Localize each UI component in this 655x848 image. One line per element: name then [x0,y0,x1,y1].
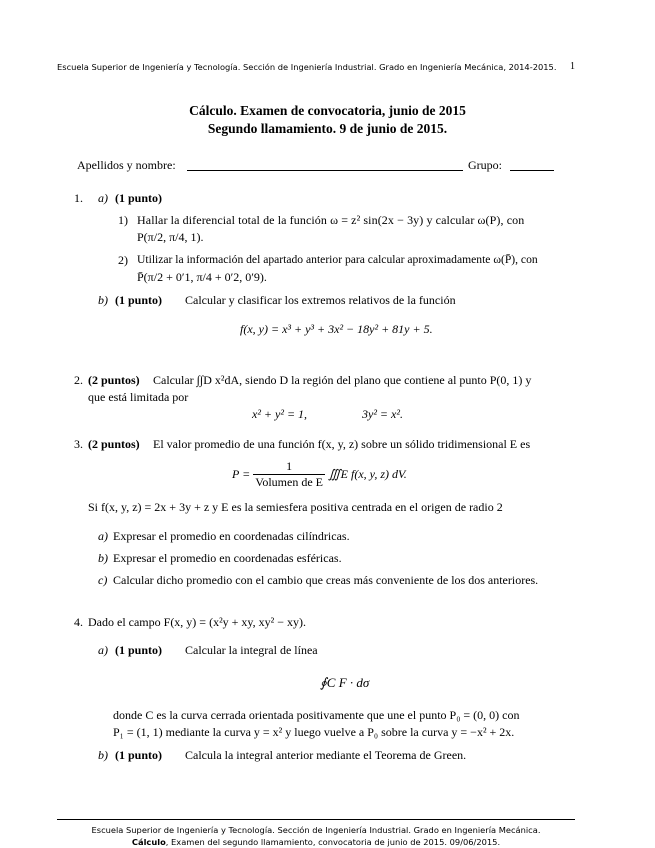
header-text: Escuela Superior de Ingeniería y Tecnología. Sección de Ingeniería Industrial. Grado en Ingeniería Mecánica, 2014-2015. [57,62,557,72]
q3-number: 3. [74,437,83,451]
q4a-label: a) [98,643,108,657]
q4b-text: Calcula la integral anterior mediante el Teorema de Green. [185,748,467,762]
q2-number: 2. [74,373,83,387]
footer-details: , Examen del segundo llamamiento, convocatoria de junio de 2015. 09/06/2015. [165,837,501,847]
q3b-label: b) [98,551,108,565]
q4a-description-1: donde C es la curva cerrada orientada positivamente que une el punto P₀ = (0, 0) con [113,708,520,722]
q3a-label: a) [98,529,108,543]
q1a1-number: 1) [118,213,128,227]
q3c-label: c) [98,573,108,587]
q3-points: (2 puntos) [88,437,140,451]
q2-eq1: x² + y² = 1, [252,407,308,421]
q2-points: (2 puntos) [88,373,140,387]
q1b-formula: f(x, y) = x³ + y³ + 3x² − 18y² + 81y + 5. [240,322,433,336]
page-header [57,62,575,72]
exam-subtitle: Segundo llamamiento. 9 de junio de 2015. [207,121,448,136]
q3-formula-numerator: 1 [253,459,325,475]
q1a-points: (1 punto) [115,191,163,205]
q1a1-point: P(π/2, π/4, 1). [137,230,204,244]
q2-text: Calcular ∫∫D x²dA, siendo D la región del plano que contiene al punto P(0, 1) y [153,373,532,387]
q3-text: El valor promedio de una función f(x, y, z) sobre un sólido tridimensional E es [153,437,531,451]
q3-formula-denominator: Volumen de E [255,475,323,489]
q3-formula-fraction [253,459,325,490]
q2-text-2: que está limitada por [88,390,189,404]
q1a2-number: 2) [118,253,128,267]
q1b-label: b) [98,293,108,307]
q4a-text: Calcular la integral de línea [185,643,318,657]
name-label: Apellidos y nombre: [77,158,176,172]
q4a-formula: ∮C F · dσ [320,675,370,690]
page-footer [57,819,575,848]
group-label: Grupo: [468,158,502,172]
q3-formula-integral: ∭E f(x, y, z) dV. [328,467,407,481]
q4a-description-2: P₁ = (1, 1) mediante la curva y = x² y luego vuelve a P₀ sobre la curva y = −x² + 2x. [113,725,515,739]
q3a-text: Expresar el promedio en coordenadas cilíndricas. [113,529,350,543]
footer-line-1: Escuela Superior de Ingeniería y Tecnología. Sección de Ingeniería Industrial. Grado en Ingeniería Mecánica. [91,825,541,835]
q3b-text: Expresar el promedio en coordenadas esféricas. [113,551,342,565]
q1b-points: (1 punto) [115,293,163,307]
footer-course: Cálculo [131,837,166,847]
footer-line-2 [57,836,575,848]
q1a2-text: Utilizar la información del apartado anterior para calcular aproximadamente ω(P̄), con [137,253,538,266]
q3-formula-lhs: P = [232,467,251,481]
q1a2-point: P̄(π/2 + 0′1, π/4 + 0′2, 0′9). [137,270,267,284]
q4b-label: b) [98,748,108,762]
q4a-points: (1 punto) [115,643,163,657]
q1a1-text: Hallar la diferencial total de la función ω = z² sin(2x − 3y) y calcular ω(P), con [137,213,525,227]
q3-condition: Si f(x, y, z) = 2x + 3y + z y E es la semiesfera positiva centrada en el origen de radio 2 [88,500,503,514]
exam-title: Cálculo. Examen de convocatoria, junio de 2015 [189,103,466,118]
q2-eq2: 3y² = x². [362,407,403,421]
page-number: 1 [570,61,575,72]
q3-formula [232,459,407,490]
q1b-text: Calcular y clasificar los extremos relativos de la función [185,293,456,307]
q1a-label: a) [98,191,108,205]
name-field-line [187,170,463,171]
q3c-text: Calcular dicho promedio con el cambio que creas más conveniente de los dos anteriores. [113,573,539,587]
q4b-points: (1 punto) [115,748,163,762]
q4-number: 4. [74,615,83,629]
q1-number: 1. [74,191,83,205]
group-field-line [510,170,554,171]
q4-text: Dado el campo F(x, y) = (x²y + xy, xy² − xy). [88,615,307,629]
